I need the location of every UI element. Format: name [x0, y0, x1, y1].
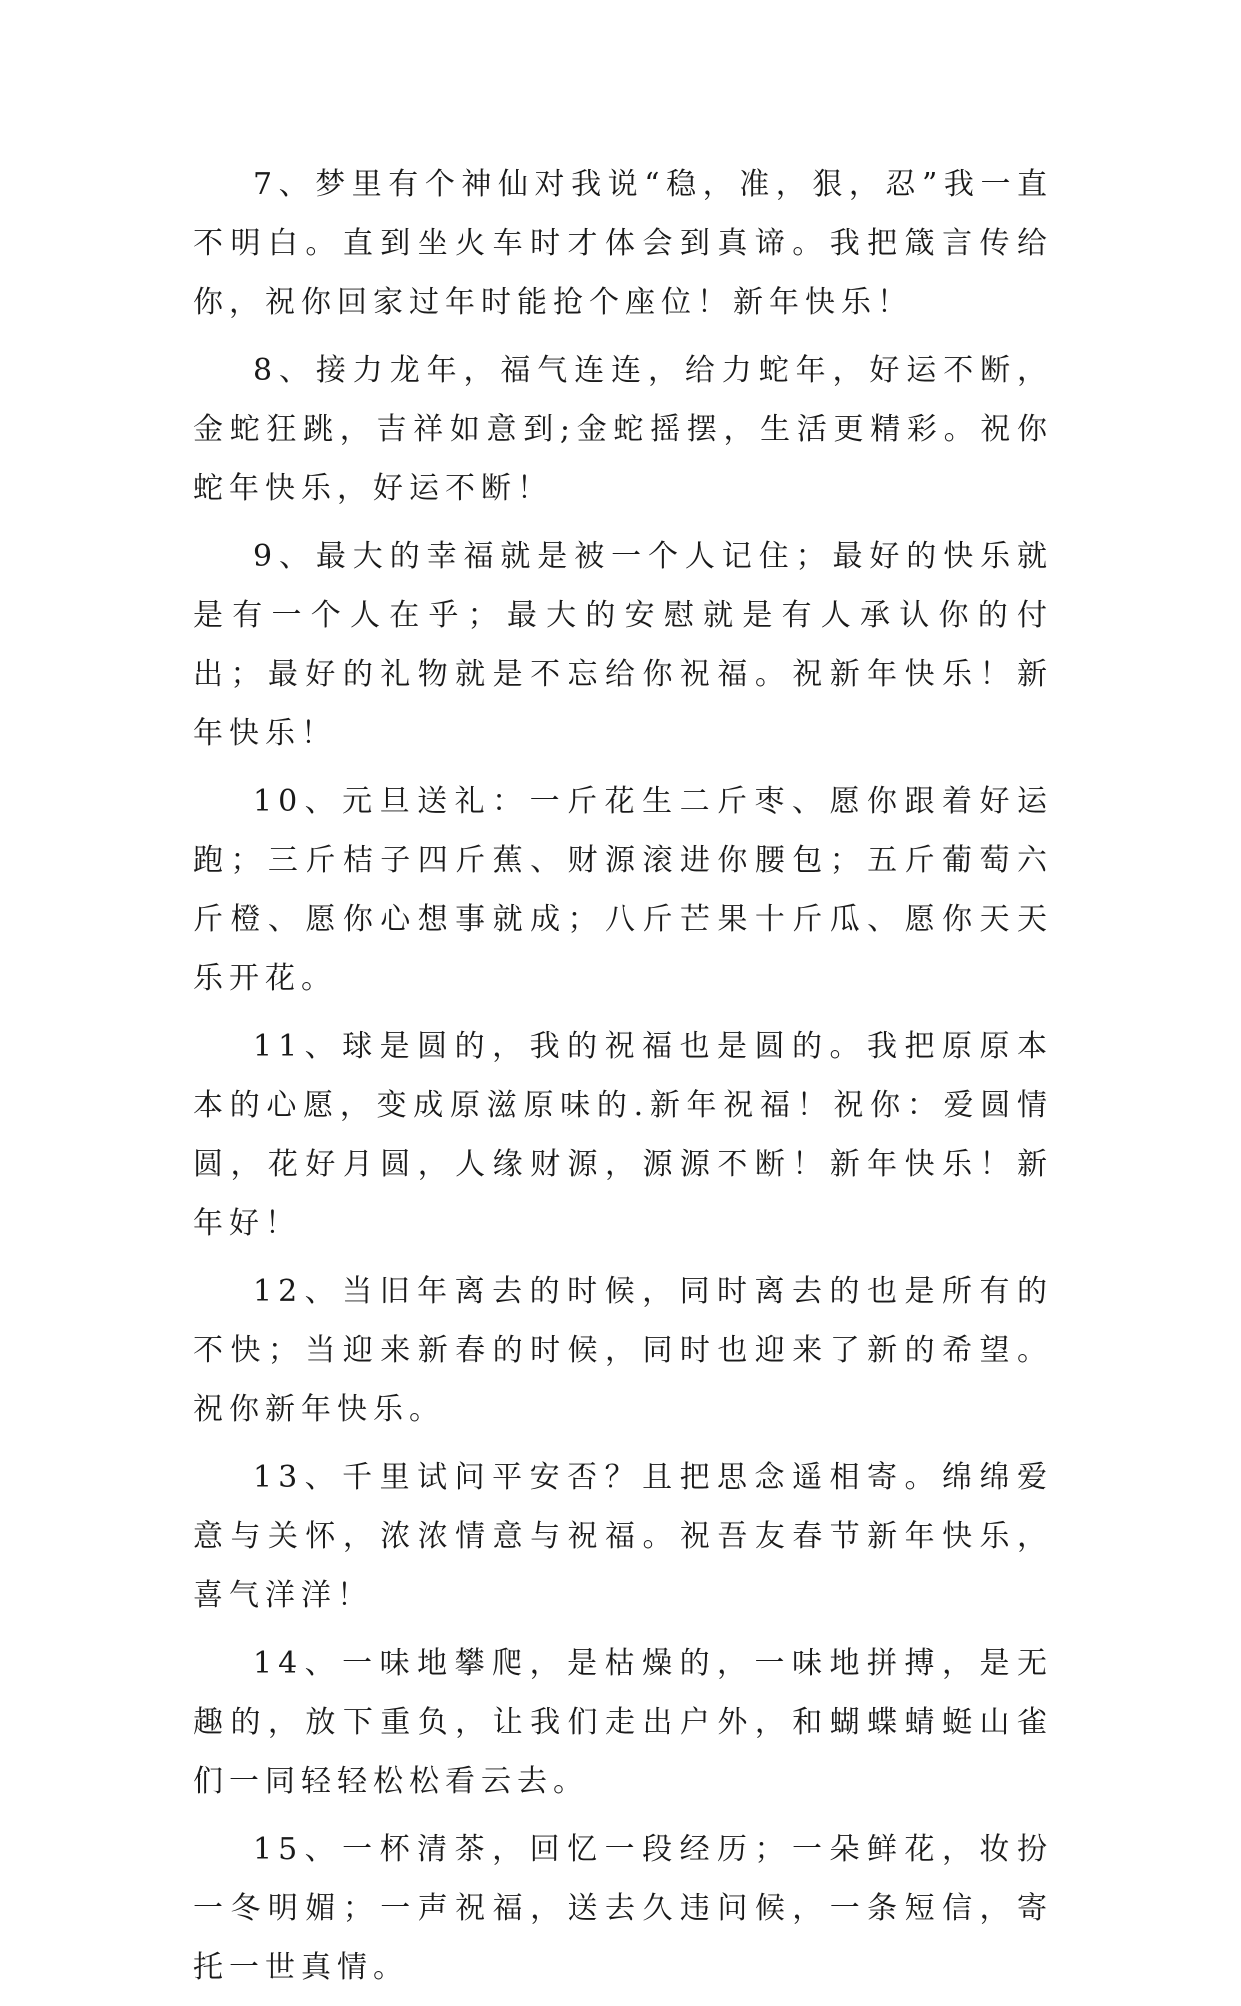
paragraph-12: 12、当旧年离去的时候，同时离去的也是所有的不快；当迎来新春的时候，同时也迎来了新的希望。祝你新年快乐。	[193, 1274, 1053, 1427]
paragraph-9: 9、最大的幸福就是被一个人记住；最好的快乐就是有一个人在乎；最大的安慰就是有人承认你的付出；最好的礼物就是不忘给你祝福。祝新年快乐！新年快乐！	[193, 539, 1053, 751]
document-body	[193, 155, 1053, 2006]
paragraph-7: 7、梦里有个神仙对我说“稳，准，狠，忍”我一直不明白。直到坐火车时才体会到真谛。我把箴言传给你，祝你回家过年时能抢个座位！新年快乐！	[193, 167, 1053, 320]
paragraph-11: 11、球是圆的，我的祝福也是圆的。我把原原本本的心愿，变成原滋原味的.新年祝福！祝你：爱圆情圆，花好月圆，人缘财源，源源不断！新年快乐！新年好！	[193, 1029, 1053, 1241]
paragraph-15: 15、一杯清茶，回忆一段经历；一朵鲜花，妆扮一冬明媚；一声祝福，送去久违问候，一条短信，寄托一世真情。	[193, 1832, 1053, 1985]
paragraph-13: 13、千里试问平安否？且把思念遥相寄。绵绵爱意与关怀，浓浓情意与祝福。祝吾友春节新年快乐，喜气洋洋！	[193, 1460, 1053, 1613]
paragraph-10: 10、元旦送礼：一斤花生二斤枣、愿你跟着好运跑；三斤桔子四斤蕉、财源滚进你腰包；五斤葡萄六斤橙、愿你心想事就成；八斤芒果十斤瓜、愿你天天乐开花。	[193, 784, 1053, 996]
paragraph-14: 14、一味地攀爬，是枯燥的，一味地拼搏，是无趣的，放下重负，让我们走出户外，和蝴蝶蜻蜓山雀们一同轻轻松松看云去。	[193, 1646, 1053, 1799]
paragraph-8: 8、接力龙年，福气连连，给力蛇年，好运不断，金蛇狂跳，吉祥如意到;金蛇摇摆，生活更精彩。祝你蛇年快乐，好运不断！	[193, 353, 1053, 506]
